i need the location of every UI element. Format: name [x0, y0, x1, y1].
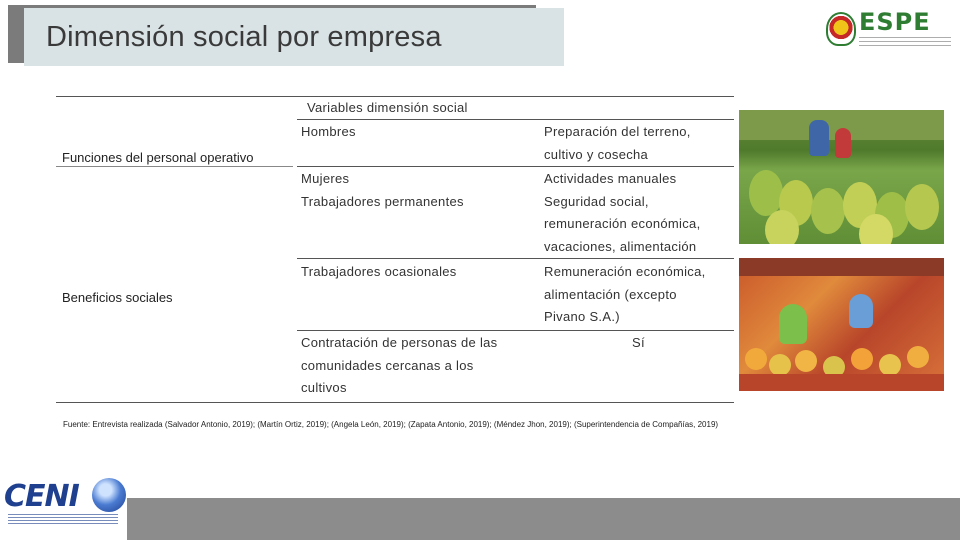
ceni-logo-tagline [8, 514, 118, 524]
table-rule-row1 [297, 166, 734, 167]
table-rule-row3 [297, 330, 734, 331]
table-cell-variable: Hombres [301, 124, 356, 139]
worker-figure [779, 304, 807, 344]
table-rule-row2 [297, 258, 734, 259]
table-cell-variable: Contratación de personas de las comunidades cercanas a los cultivos [301, 335, 498, 395]
row-label-funciones: Funciones del personal operativo [62, 150, 254, 165]
table-header: Variables dimensión social [307, 100, 468, 115]
slide-title: Dimensión social por empresa [24, 8, 564, 66]
espe-shield-icon [826, 12, 856, 46]
table-cell-variable: Trabajadores ocasionales [301, 264, 457, 279]
table-cell-value: Actividades manuales Seguridad social, remuneración económica, vacaciones, alimentación [544, 171, 701, 254]
globe-icon [92, 478, 126, 512]
espe-logo-text: ESPE [859, 8, 931, 36]
worker-figure [809, 120, 829, 156]
espe-logo-subtitle [859, 37, 951, 47]
table-cell-value: Remuneración económica, alimentación (excepto Pivano S.A.) [544, 264, 706, 324]
worker-figure [835, 128, 851, 158]
mango-packing-photo [739, 258, 944, 391]
table-cell-value: Preparación del terreno, cultivo y cosecha [544, 124, 691, 162]
table-cell-variable: Mujeres Trabajadores permanentes [301, 171, 464, 209]
table-cell-value: Sí [632, 335, 645, 350]
espe-logo [826, 10, 952, 50]
worker-figure [849, 294, 873, 328]
footer-bar [124, 498, 960, 540]
table-rule-left-mid [56, 166, 293, 167]
ceni-logo-text: CENI [4, 479, 79, 514]
row-label-beneficios: Beneficios sociales [62, 290, 173, 305]
mango-harvest-photo [739, 110, 944, 244]
source-note: Fuente: Entrevista realizada (Salvador Antonio, 2019); (Martín Ortiz, 2019); (Angela León, 2019); (Zapata Antonio, 2019); (Méndez Jhon, 2019); (Superintendencia de Compañías, 2019) [63, 420, 719, 429]
table-bottom-rule [56, 402, 734, 403]
